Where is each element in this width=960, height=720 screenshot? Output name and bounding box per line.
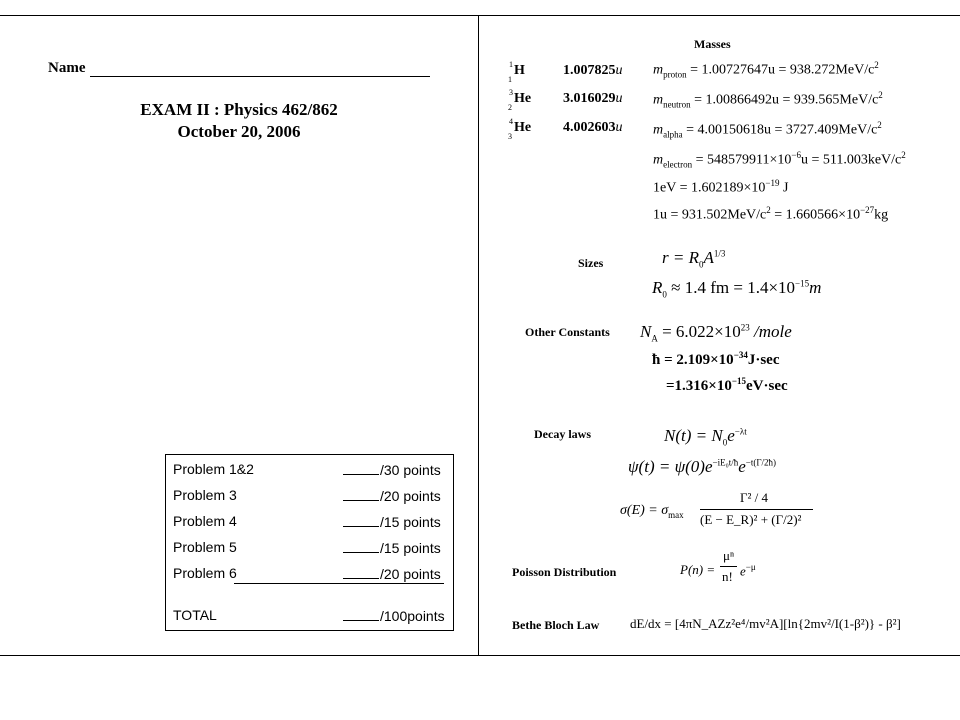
- neutron-mass-eq: $m_{neutron} = 1.00866492u = 939.565MeV/c^2$: [653, 90, 883, 110]
- score-row-points: /20 points: [380, 566, 441, 582]
- total-divider: [234, 583, 444, 584]
- score-row-points: /30 points: [380, 462, 441, 478]
- breit-wigner-lhs: $\sigma(E) = \sigma_{max}$: [620, 503, 684, 520]
- fraction-bar: [700, 509, 813, 510]
- score-blank[interactable]: [343, 487, 379, 501]
- isotope-mass: 4.002603u: [563, 120, 623, 135]
- score-row: [173, 539, 441, 556]
- fraction-bar: [720, 566, 737, 567]
- isotope-atomic-number: 1: [508, 75, 512, 84]
- breit-wigner-numerator: Γ² / 4: [740, 490, 769, 505]
- total-label: TOTAL: [173, 607, 217, 623]
- score-row-points: /20 points: [380, 488, 441, 504]
- name-field[interactable]: [90, 76, 430, 77]
- score-row-label: Problem 6: [173, 565, 237, 581]
- score-row: [173, 565, 441, 582]
- score-row-label: Problem 4: [173, 513, 237, 529]
- poisson-denominator: n!: [722, 569, 733, 584]
- score-row-label: Problem 1&2: [173, 461, 254, 477]
- amu-conversion: $1u = 931.502MeV/c^2 = 1.660566\times 10^{-27}kg$: [653, 205, 889, 223]
- score-blank[interactable]: [343, 513, 379, 527]
- alpha-mass-eq: $m_{alpha} = 4.00150618u = 3727.409MeV/c^2$: [653, 120, 882, 140]
- score-row: [173, 513, 441, 530]
- isotope-atomic-number: 3: [508, 132, 512, 141]
- score-blank[interactable]: [343, 539, 379, 553]
- masses-label: Masses: [694, 37, 731, 51]
- score-row-label: Problem 3: [173, 487, 237, 503]
- isotope-mass-number: 1: [509, 60, 513, 69]
- score-table: [165, 454, 454, 631]
- hbar-ev: $=1.316\times 10^{-15}eV\cdot\sec$: [666, 376, 788, 394]
- isotope-mass-number: 3: [509, 88, 513, 97]
- wavefunction-decay: $\psi(t) = \psi(0)e^{-iE_0t/ħ}e^{-t(\Gamma/2ħ)}$: [628, 457, 777, 476]
- avogadro-constant: $N_A = 6.022\times 10^{23}$ /mole: [640, 322, 792, 344]
- decay-law-formula: $N(t) = N_0e^{-\lambda t}$: [664, 426, 747, 448]
- isotope-mass: 1.007825u: [563, 63, 623, 78]
- poisson-numerator: μⁿ: [723, 548, 735, 563]
- constants-label: Other Constants: [525, 325, 610, 339]
- ev-conversion: $1eV = 1.602189\times 10^{-19}$ J: [653, 178, 789, 196]
- score-blank[interactable]: [343, 461, 379, 475]
- r0-value: $R_0 \approx 1.4$ fm = $1.4\times 10^{-15}m$: [652, 278, 822, 300]
- score-row: [173, 461, 441, 478]
- score-row-points: /15 points: [380, 514, 441, 530]
- score-blank[interactable]: [343, 607, 379, 621]
- score-row: [173, 487, 441, 504]
- isotope-mass-number: 4: [509, 117, 513, 126]
- isotope-mass: 3.016029u: [563, 91, 623, 106]
- score-row-label: Problem 5: [173, 539, 237, 555]
- hbar-joule: ħ = $2.109\times 10^{-34}J\cdot\sec$: [652, 350, 780, 368]
- breit-wigner-denominator: (E − E_R)² + (Γ/2)²: [700, 512, 802, 527]
- electron-mass-eq: $m_{electron} = 548579911\times 10^{-6}u = 511.003keV/c^2$: [653, 150, 906, 170]
- isotope-atomic-number: 2: [508, 103, 512, 112]
- isotope-symbol: He: [514, 120, 532, 135]
- isotope-symbol: H: [514, 63, 525, 78]
- total-points: /100points: [380, 608, 445, 624]
- proton-mass-eq: $m_{proton} = 1.00727647u = 938.272MeV/c^2$: [653, 60, 879, 80]
- column-divider: [478, 15, 479, 656]
- bethe-bloch-label: Bethe Bloch Law: [512, 618, 600, 632]
- poisson-lhs: P(n) =: [680, 562, 716, 577]
- score-blank[interactable]: [343, 565, 379, 579]
- poisson-label: Poisson Distribution: [512, 565, 617, 579]
- sizes-label: Sizes: [578, 256, 604, 270]
- poisson-exponential: $e^{-\mu}$: [740, 562, 756, 579]
- isotope-symbol: He: [514, 91, 532, 106]
- radius-formula: $r = R_0A^{1/3}$: [662, 248, 726, 270]
- name-label: Name: [48, 60, 86, 76]
- total-row: [173, 607, 445, 624]
- exam-date: October 20, 2006: [177, 122, 301, 141]
- bethe-bloch-formula: dE/dx = [4πN_AZz²e⁴/mv²A][ln{2mv²/I(1-β²)} - β²]: [630, 616, 901, 631]
- decay-laws-label: Decay laws: [534, 427, 591, 441]
- exam-title: EXAM II : Physics 462/862: [140, 100, 338, 119]
- score-row-points: /15 points: [380, 540, 441, 556]
